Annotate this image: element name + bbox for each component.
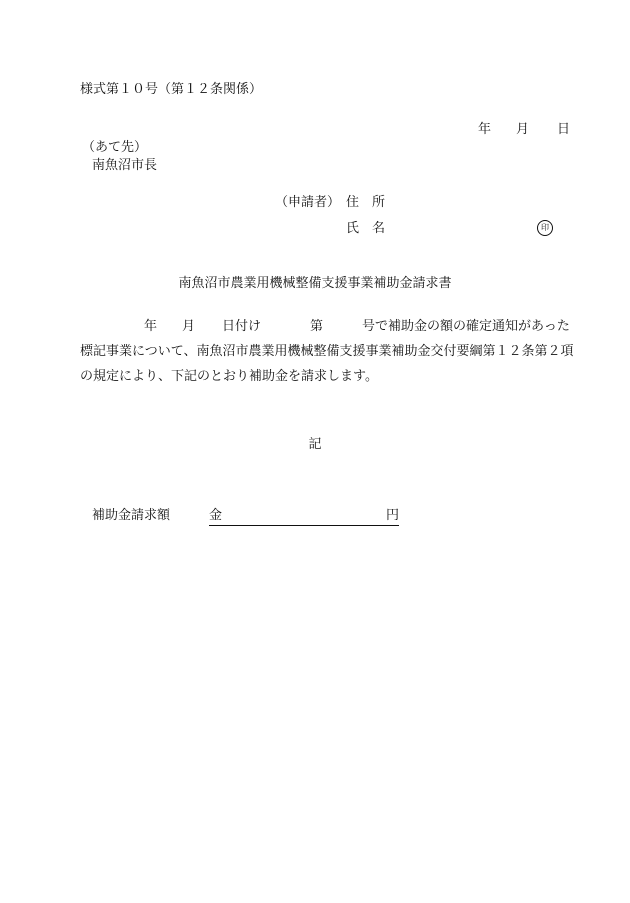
notice-month-label: 月	[182, 319, 196, 334]
amount-field	[209, 509, 399, 526]
name-label: 氏 名	[346, 221, 386, 236]
section-heading: 記	[308, 437, 322, 452]
document-title: 南魚沼市農業用機械整備支援事業補助金請求書	[178, 276, 452, 291]
date-month-label: 月	[516, 122, 530, 137]
amount-prefix: 金	[209, 508, 223, 523]
address-label: 住 所	[346, 195, 386, 210]
body-line-3-text: の規定により、下記のとおり補助金を請求します。	[80, 369, 378, 384]
notice-year-label: 年	[144, 319, 158, 334]
form-number: 様式第１０号（第１２条関係）	[80, 82, 263, 97]
body-line-1-text: 号で補助金の額の確定通知があった	[362, 319, 570, 334]
body-line-2-text: 標記事業について、南魚沼市農業用機械整備支援事業補助金交付要綱第１２条第２項	[80, 344, 574, 359]
applicant-label: （申請者）	[275, 195, 341, 210]
addressee-name: 南魚沼市長	[92, 158, 158, 173]
notice-number-prefix: 第	[310, 319, 324, 334]
addressee-prefix: （あて先）	[82, 140, 148, 155]
amount-label: 補助金請求額	[92, 508, 171, 523]
notice-dated-label: 日付け	[222, 319, 262, 334]
amount-suffix: 円	[385, 508, 399, 523]
date-day-label: 日	[557, 122, 571, 137]
seal-icon: 印	[537, 220, 553, 236]
date-year-label: 年	[478, 122, 492, 137]
